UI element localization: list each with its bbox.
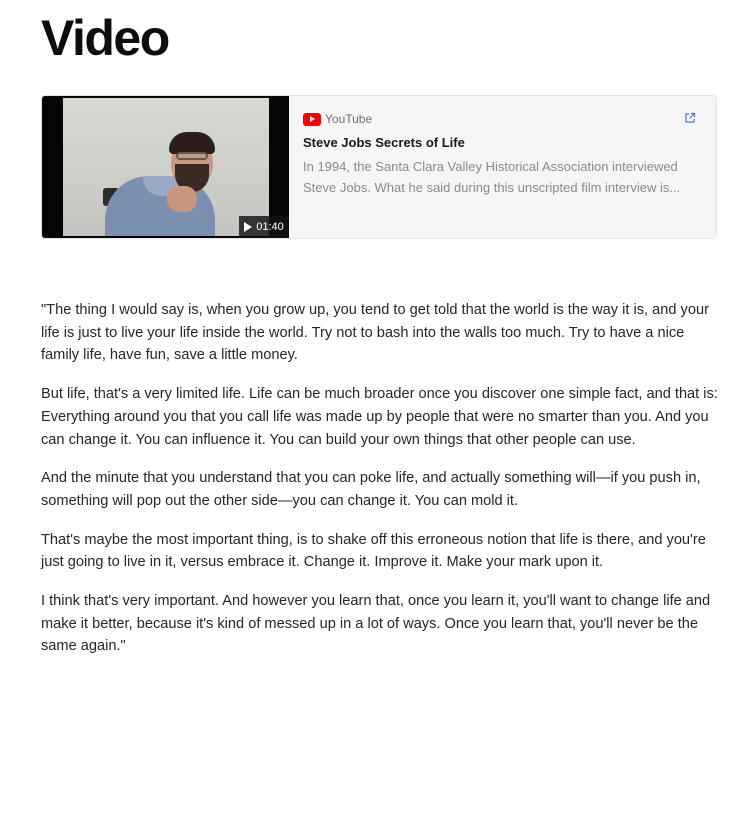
video-info — [289, 96, 716, 238]
external-link-icon[interactable] — [684, 112, 696, 124]
play-icon — [244, 222, 252, 232]
source-row — [303, 111, 702, 127]
video-description: In 1994, the Santa Clara Valley Historical Association interviewed Steve Jobs. What he said during this unscripted film interview is... — [303, 159, 681, 195]
source-name: YouTube — [325, 112, 373, 126]
youtube-logo-icon — [303, 113, 321, 126]
quote-paragraph: I think that's very important. And however you learn that, once you learn it, you'll want to change life and make it better, because it's kind of messed up in a lot of ways. Once you learn that, you'll never be the same again." — [41, 593, 711, 655]
video-title[interactable]: Steve Jobs Secrets of Life — [303, 135, 465, 150]
video-thumbnail[interactable] — [42, 96, 289, 238]
quote-body — [41, 299, 719, 674]
quote-paragraph: But life, that's a very limited life. Life can be much broader once you discover one simple fact, and that is: Everything around you that you call life was made up by people that were no smarter than you. And you can change it. You can influence it. You can build your own things that other people can use. — [41, 386, 718, 448]
page-title: Video — [41, 10, 169, 66]
quote-paragraph: "The thing I would say is, when you grow up, you tend to get told that the world is the way it is, and your life is just to live your life inside the world. Try not to bash into the walls too much. Try to have a nice family life, have fun, save a little money. — [41, 302, 709, 364]
duration-label: 01:40 — [256, 221, 284, 233]
video-embed-card[interactable] — [41, 95, 717, 239]
quote-paragraph: That's maybe the most important thing, is to shake off this erroneous notion that life is there, and you're just going to live in it, versus embrace it. Change it. Improve it. Make your mark upon it. — [41, 531, 706, 571]
duration-badge — [239, 216, 289, 238]
quote-paragraph: And the minute that you understand that you can poke life, and actually something will—if you push in, something will pop out the other side—you can change it. You can mold it. — [41, 470, 701, 509]
